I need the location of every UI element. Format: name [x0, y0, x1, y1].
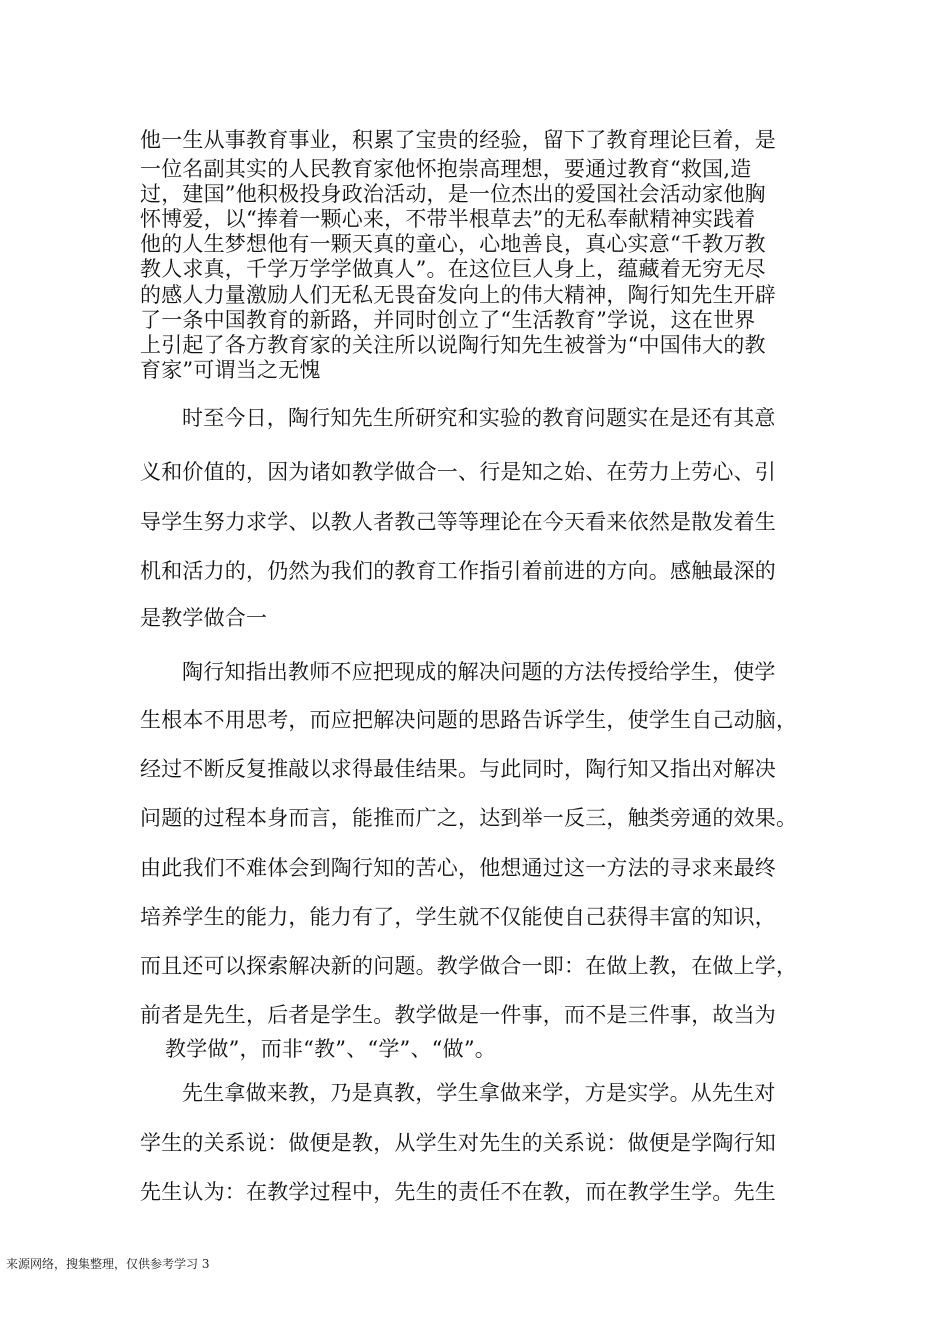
text-line: 是教学做合一 — [140, 606, 268, 630]
text-line: 经过不断反复推敲以求得最佳结果。与此同时，陶行知又指出对解决 — [140, 757, 776, 781]
text-line: 义和价值的，因为诸如教学做合一、行是知之始、在劳力上劳心、引 — [140, 460, 776, 484]
text-line: 怀博爱，以“捧着一颗心来，不带半根草去”的无私奉献精神实践着 — [140, 207, 756, 231]
text-line: 学生的关系说：做便是教，从学生对先生的关系说：做便是学陶行知 — [140, 1131, 776, 1155]
text-line: 先生认为：在教学过程中，先生的责任不在教，而在教学生学。先生 — [140, 1180, 776, 1204]
text-line: 由此我们不难体会到陶行知的苦心，他想通过这一方法的寻求来最终 — [140, 856, 776, 880]
text-line: 培养学生的能力，能力有了，学生就不仅能使自己获得丰富的知识， — [140, 905, 776, 929]
text-line: 导学生努力求学、以教人者教己等等理论在今天看来依然是散发着生 — [140, 510, 776, 534]
text-line: 前者是先生，后者是学生。教学做是一件事，而不是三件事，故当为 — [140, 1003, 776, 1027]
text-line: 机和活力的，仍然为我们的教育工作指引着前进的方向。感触最深的 — [140, 559, 776, 583]
text-line: 过，建国”他积极投身政治活动，是一位杰出的爱国社会活动家他胸 — [140, 182, 766, 206]
text-line: 他一生从事教育事业，积累了宝贵的经验，留下了教育理论巨着，是 — [140, 128, 776, 152]
text-line: 育家”可谓当之无愧 — [140, 358, 321, 382]
text-line: 一位名副其实的人民教育家他怀抱崇高理想，要通过教育“救国,造 — [140, 157, 752, 181]
text-line: 了一条中国教育的新路，并同时创立了“生活教育”学说，这在世界 — [140, 308, 756, 332]
text-line: 教人求真，千学万学学做真人”。在这位巨人身上，蕴藏着无穷无尽 — [140, 257, 766, 281]
page-footer: 来源网络，搜集整理，仅供参考学习 3 — [6, 1257, 210, 1271]
text-line: 教学做”，而非“教”、“学”、“做”。 — [165, 1037, 496, 1061]
text-line: 时至今日，陶行知先生所研究和实验的教育问题实在是还有其意 — [182, 406, 776, 430]
text-line: 而且还可以探索解决新的问题。教学做合一即：在做上教，在做上学， — [140, 954, 798, 978]
text-line: 上引起了各方教育家的关注所以说陶行知先生被誉为“中国伟大的教 — [140, 333, 766, 357]
text-line: 生根本不用思考，而应把解决问题的思路告诉学生，使学生自己动脑， — [140, 708, 798, 732]
text-line: 他的人生梦想他有一颗天真的童心，心地善良，真心实意“千教万教 — [140, 232, 766, 256]
text-line: 先生拿做来教，乃是真教，学生拿做来学，方是实学。从先生对 — [182, 1081, 776, 1105]
text-line: 陶行知指出教师不应把现成的解决问题的方法传授给学生，使学 — [182, 660, 776, 684]
text-line: 问题的过程本身而言，能推而广之，达到举一反三，触类旁通的效果。 — [140, 806, 798, 830]
text-line: 的感人力量激励人们无私无畏奋发向上的伟大精神，陶行知先生开辟 — [140, 283, 776, 307]
